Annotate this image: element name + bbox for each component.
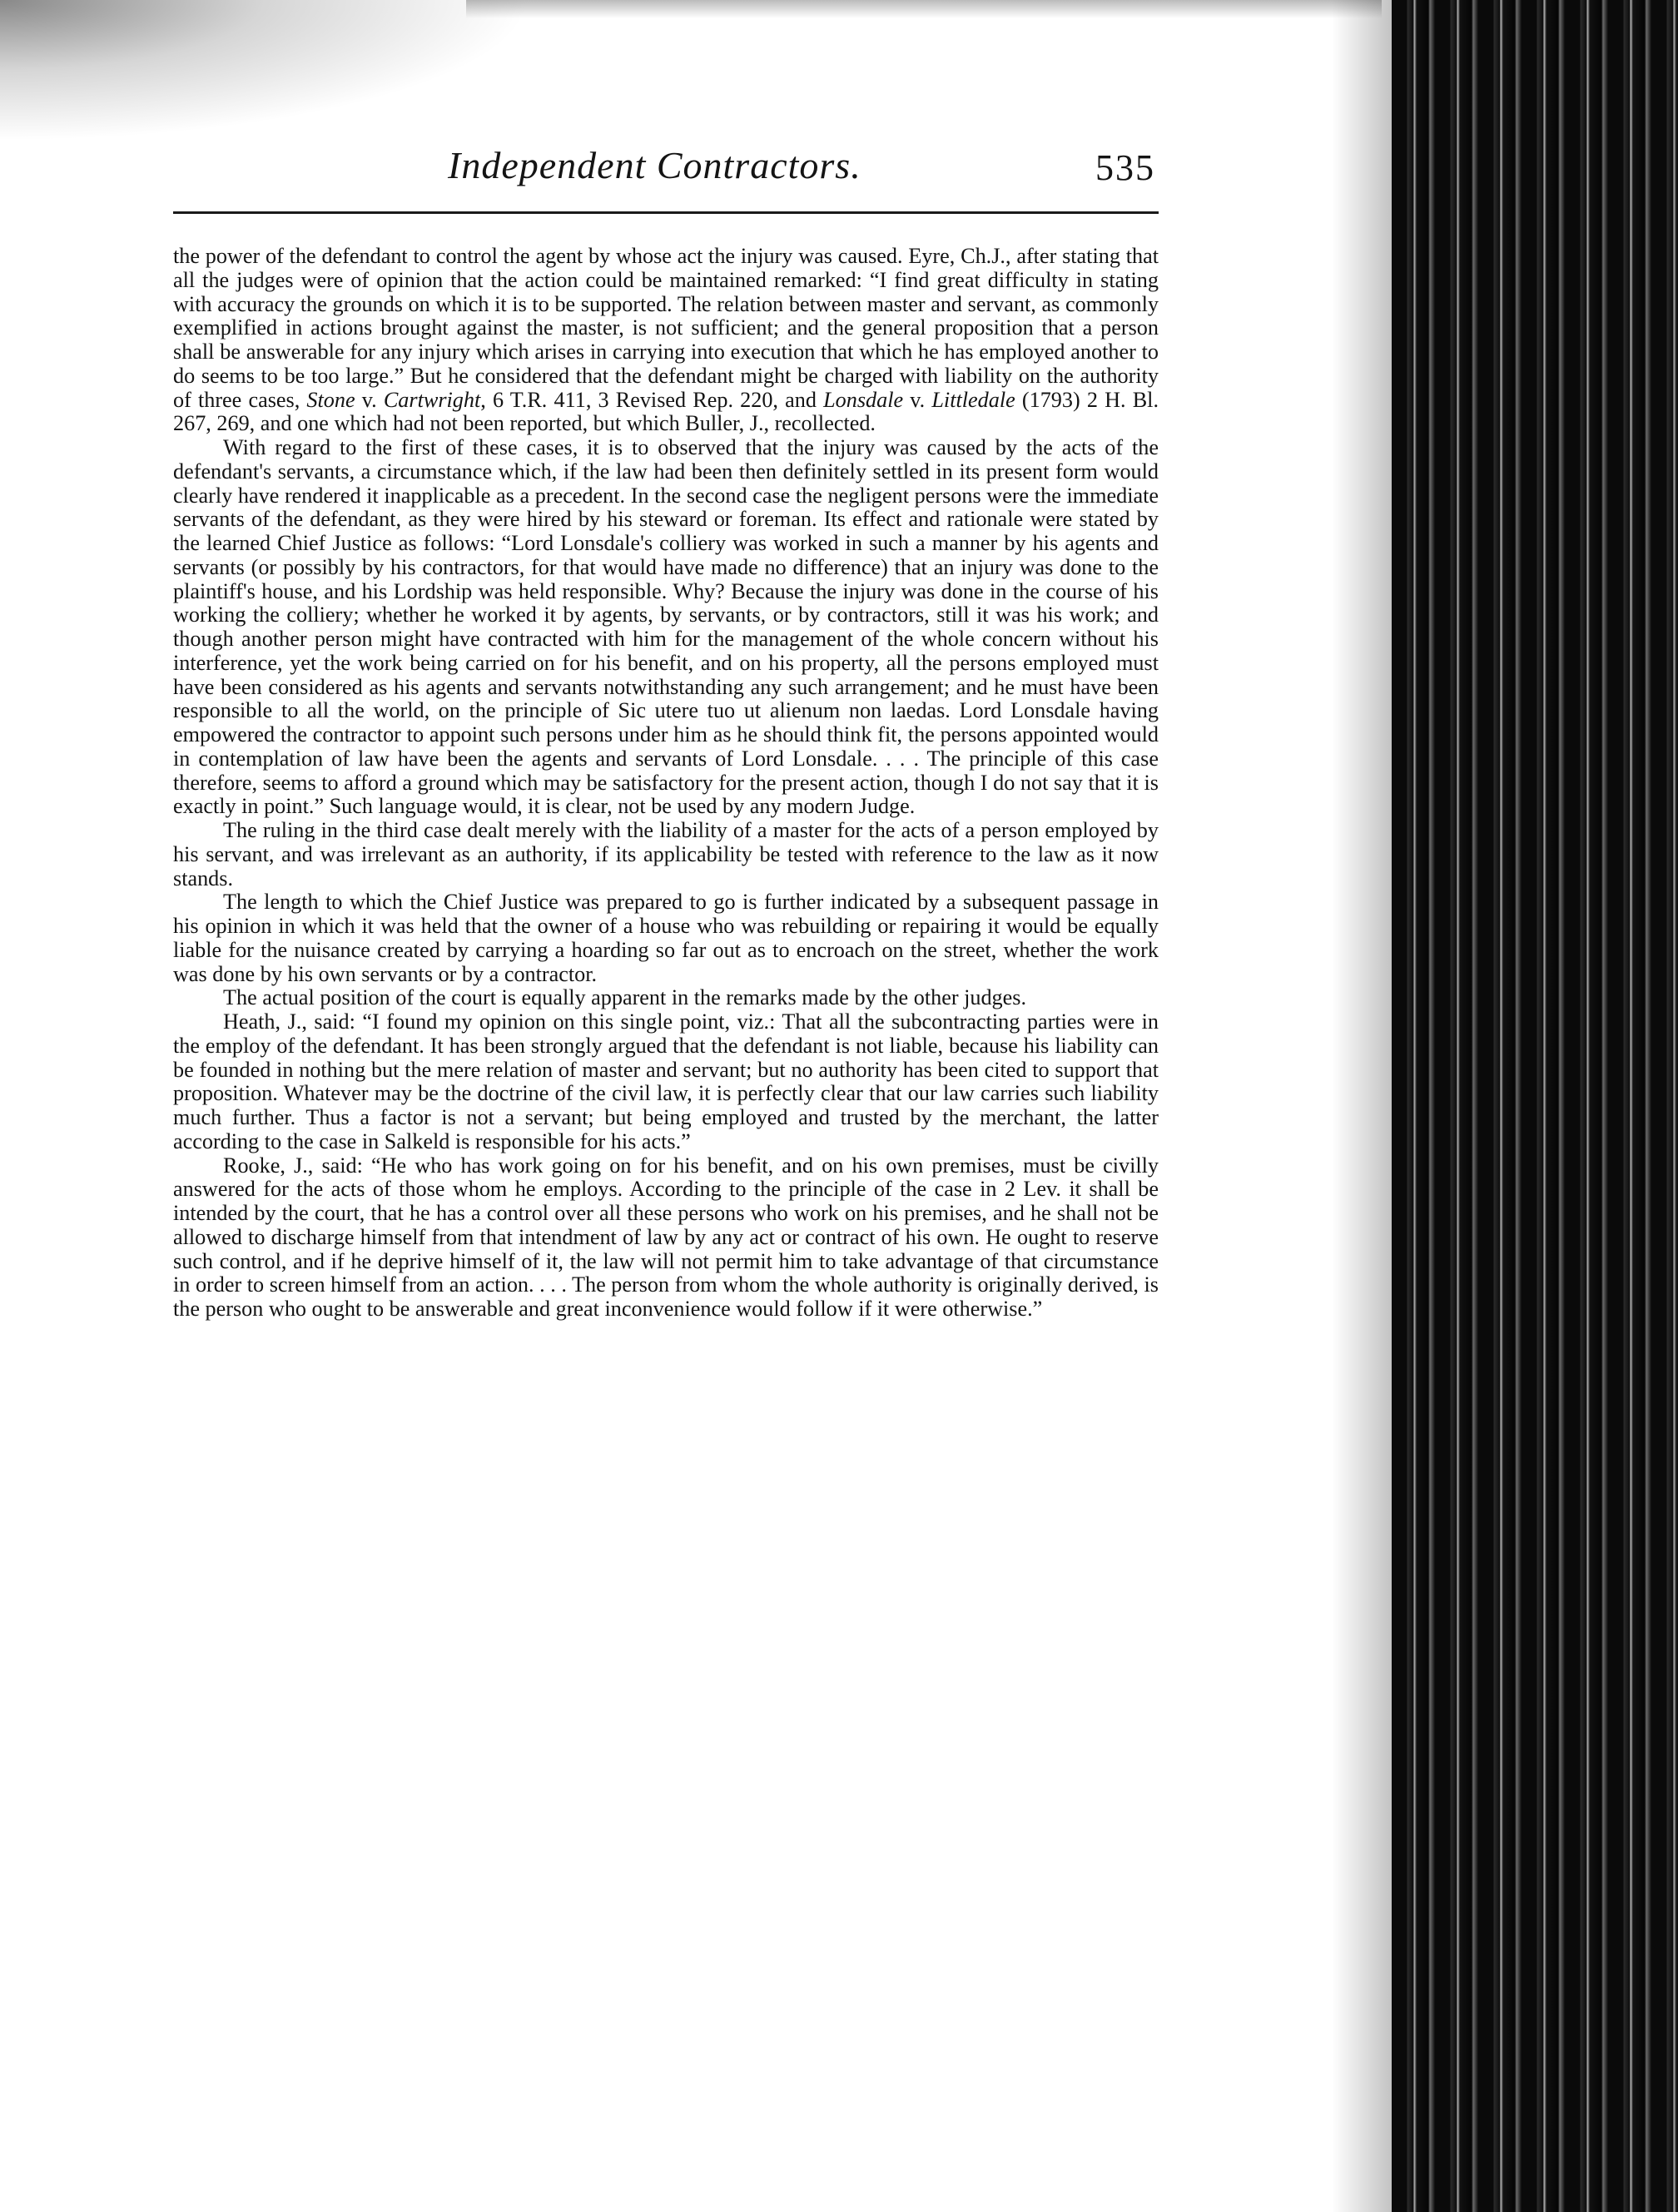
paragraph [173, 245, 1159, 436]
paragraph [173, 1010, 1159, 1154]
running-title: Independent Contractors. [448, 144, 861, 186]
text-run: With regard to the first of these cases, it is to observed that the injury was caused by the acts of the defendant's servants, a circumstance which, if the law had been then definitely settled in its present form would clearly have rendered it inapplicable as a precedent. In the second case the negligent persons were the immediate servants of the defendant, as they were hired by his steward or foreman. Its effect and rationale were stated by the learned Chief Justice as follows: “Lord Lonsdale's colliery was worked in such a manner by his agents and servants (or possibly by his contractors, for that would have made no difference) that an injury was done to the plaintiff's house, and his Lordship was held responsible. Why? Because the injury was done in the course of his working the colliery; whether he worked it by agents, by servants, or by contractors, still it was his work; and though another person might have contracted with him for the management of the whole concern without his interference, yet the work being carried on for his benefit, and on his property, all the persons employed must have been considered as his agents and servants notwithstanding any such arrangement; and he must have been responsible to all the world, on the principle of Sic utere tuo ut alienum non laedas. Lord Lonsdale having empowered the contractor to appoint such persons under him as he should think fit, the persons appointed would in contemplation of law have been the agents and servants of Lord Lonsdale. . . . The principle of this case therefore, seems to afford a ground which may be satisfactory for the present action, though I do not say that it is exactly in point.” Such language would, it is clear, not be used by any modern Judge. [173, 435, 1159, 819]
text-run: Heath, J., said: “I found my opinion on this single point, viz.: That all the subcontracting parties were in the employ of the defendant. It has been strongly argued that the defendant is not liable, because his liability can be founded in nothing but the mere relation of master and servant; but no authority has been cited to support that proposition. Whatever may be the doctrine of the civil law, it is perfectly clear that our law carries such liability much further. Thus a factor is not a servant; but being employed and trusted by the merchant, the latter according to the case in Salkeld is responsible for his acts.” [173, 1009, 1159, 1153]
paragraph [173, 819, 1159, 890]
text-run: The length to which the Chief Justice was prepared to go is further indicated by a subsequent passage in his opinion in which it was held that the owner of a house who was rebuilding or repairing it would be equally liable for the nuisance created by carrying a hoarding so far out as to encroach on the street, whether the work was done by his own servants or by a contractor. [173, 890, 1159, 986]
text-run: v. [903, 387, 932, 412]
paragraph [173, 890, 1159, 986]
case-name: Stone [306, 387, 355, 412]
paragraph [173, 436, 1159, 819]
case-name: Lonsdale [823, 387, 904, 412]
page-header [173, 140, 1159, 214]
body-text [173, 245, 1159, 1322]
text-run: v. [355, 387, 384, 412]
paragraph [173, 986, 1159, 1010]
case-name: Cartwright [383, 387, 481, 412]
text-run: The ruling in the third case dealt merely with the liability of a master for the acts of a person employed by his servant, and was irrelevant as an authority, if its applicability be tested with reference to the law as it now stands. [173, 818, 1159, 890]
case-name: Littledale [931, 387, 1015, 412]
text-run: (1793) 2 H. Bl. 267, 269, and one which had not been reported, but which Buller, J., recollected. [173, 387, 1159, 436]
text-run: The actual position of the court is equally apparent in the remarks made by the other judges. [223, 985, 1026, 1010]
page-number: 535 [1095, 147, 1155, 188]
text-run: the power of the defendant to control the agent by whose act the injury was caused. Eyre, Ch.J., after stating that all the judges were of opinion that the action could be maintained remarked: “I find great difficulty in stating with accuracy the grounds on which it is to be supported. The relation between master and servant, as commonly exemplified in actions brought against the master, is not sufficient; and the general proposition that a person shall be answerable for any injury which arises in carrying into execution that which he has employed another to do seems to be too large.” But he considered that the defendant might be charged with liability on the authority of three cases, [173, 244, 1159, 412]
text-run: Rooke, J., said: “He who has work going on for his benefit, and on his own premises, must be civilly answered for the acts of those whom he employs. According to the principle of the case in 2 Lev. it shall be intended by the court, that he has a control over all these persons who work on his premises, and he shall not be allowed to discharge himself from that intendment of law by any act or contract of his own. He ought to reserve such control, and if he deprive himself of it, the law will not permit him to take advantage of that circumstance in order to screen himself from an action. . . . The person from whom the whole authority is originally derived, is the person who ought to be answerable and great inconvenience would follow if it were otherwise.” [173, 1153, 1159, 1321]
text-run: , 6 T.R. 411, 3 Revised Rep. 220, and [480, 387, 824, 412]
scan-corner-smudge [0, 0, 533, 141]
scan-top-smudge [466, 0, 1382, 18]
book-binding-edge [1392, 0, 1678, 2212]
paragraph [173, 1154, 1159, 1322]
